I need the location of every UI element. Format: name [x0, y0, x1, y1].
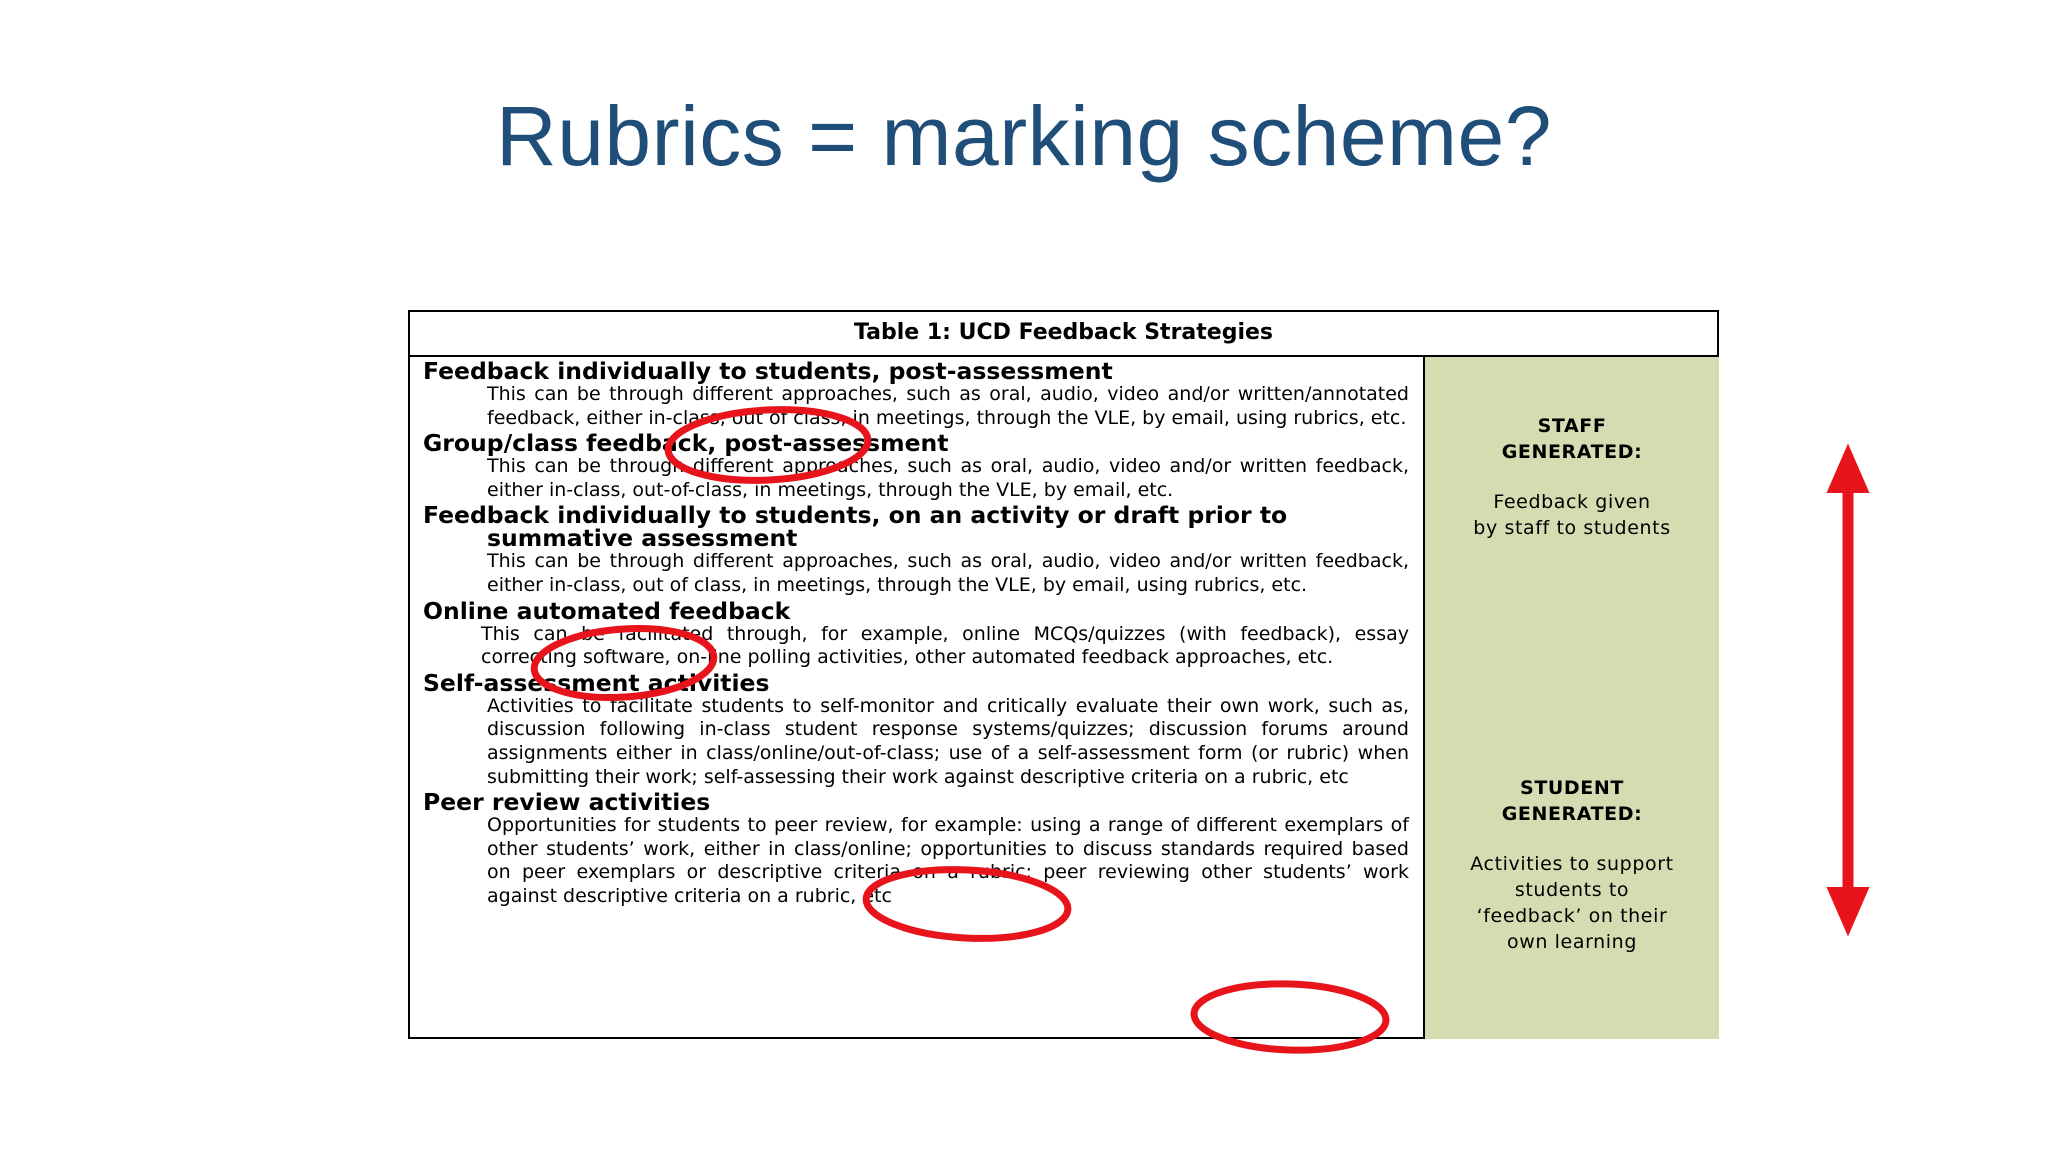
section-heading: Self-assessment activities: [423, 668, 770, 697]
feedback-strategies-table: [408, 310, 1719, 1039]
double-arrow-icon: [1828, 446, 1868, 934]
staff-generated-heading: STAFF GENERATED:: [1501, 415, 1643, 463]
slide-title: Rubrics = marking scheme?: [496, 89, 1552, 183]
section-body: This can be through different approaches, such as oral, audio, video and/or written/annotated feedback, either in-class, out of class, in meetings, through the VLE, by email, using rubrics, etc.: [487, 383, 1409, 429]
section-body: Opportunities for students to peer review, for example: using a range of different exemplars of other students’ work, either in class/online; opportunities to discuss standards required based on peer exemplars or descriptive criteria on a rubric; peer reviewing other students’ work against descriptive criteria on a rubric, etc: [487, 814, 1409, 907]
section-heading: Feedback individually to students, on an activity or draft prior to summative assessment: [423, 501, 1288, 553]
section-heading: Online automated feedback: [423, 596, 791, 625]
student-generated-text: Activities to support students to ‘feedback’ on their own learning: [1470, 853, 1674, 953]
staff-generated-block: [1425, 413, 1719, 541]
section-body: Activities to facilitate students to self-monitor and critically evaluate their own work, such as, discussion following in-class student response systems/quizzes; discussion forums around assignments either in class/online/out-of-class; use of a self-assessment form (or rubric) when submitting their work; self-assessing their work against descriptive criteria on a rubric, etc: [487, 694, 1409, 788]
student-generated-block: [1425, 775, 1719, 955]
section-heading: Group/class feedback, post-assessment: [423, 429, 949, 458]
generated-by-column: [1425, 357, 1719, 1039]
section-heading: Peer review activities: [423, 788, 711, 817]
staff-generated-text: Feedback given by staff to students: [1473, 491, 1671, 539]
section-body: This can be through different approaches, such as oral, audio, video and/or written feedback, either in-class, out of class, in meetings, through the VLE, by email, using rubrics, etc.: [487, 550, 1409, 596]
strategies-column: [410, 357, 1425, 1039]
section-heading: Feedback individually to students, post-assessment: [423, 357, 1113, 385]
student-generated-heading: STUDENT GENERATED:: [1501, 777, 1643, 825]
section-body: This can be facilitated through, for example, online MCQs/quizzes (with feedback), essay correcting software, on-line polling activities, other automated feedback approaches, etc.: [481, 622, 1409, 669]
section-body: This can be through different approaches, such as oral, audio, video and/or written feedback, either in-class, out-of-class, in meetings, through the VLE, by email, etc.: [487, 455, 1409, 501]
table-caption: Table 1: UCD Feedback Strategies: [410, 312, 1717, 357]
